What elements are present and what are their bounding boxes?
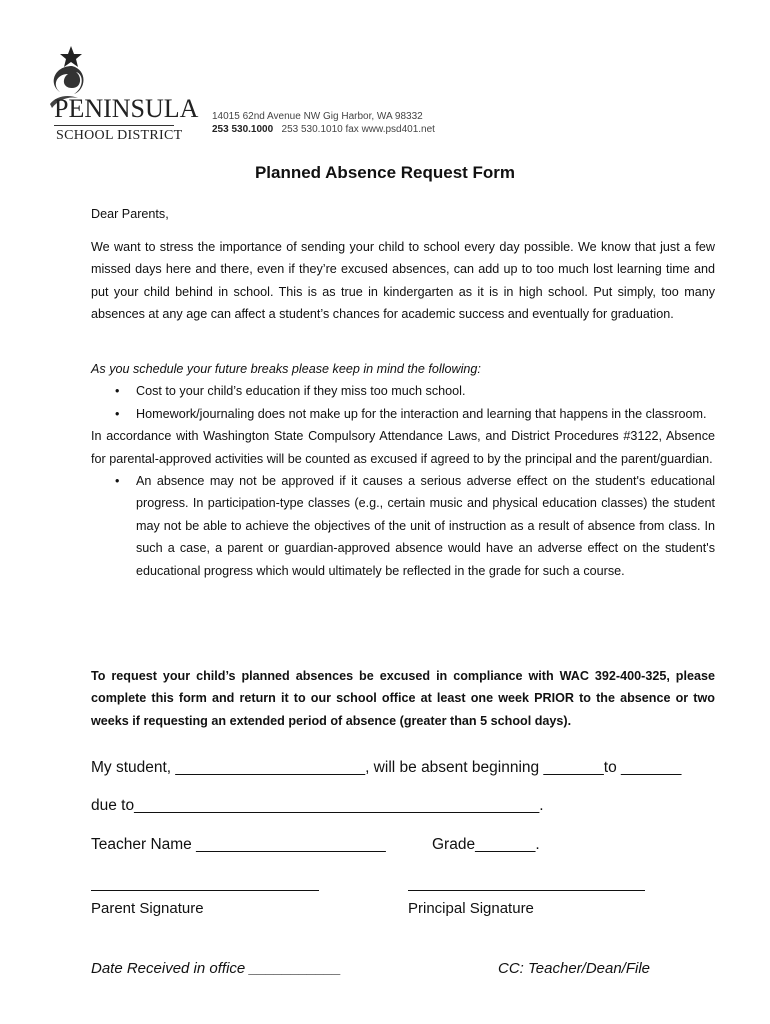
- teacher-name-line[interactable]: Teacher Name ______________________: [91, 836, 386, 853]
- fax-web: 253 530.1010 fax www.psd401.net: [281, 124, 435, 135]
- principal-signature-line[interactable]: [408, 890, 645, 891]
- salutation: Dear Parents,: [91, 207, 169, 221]
- request-instructions: To request your child’s planned absences be excused in compliance with WAC 392-400-325, please complete this form and return it to our school office at least one week PRIOR to the absence or two weeks if requesting an extended period of absence (greater than 5 school days).: [91, 669, 715, 728]
- principal-signature-label: Principal Signature: [408, 900, 534, 917]
- intro-paragraph: We want to stress the importance of sending your child to school every day possible. We know that just a few missed days here and there, even if they’re excused absences, can add up to too much lost learning time and put your child behind in school. This is as true in kindergarten as it is in high school. Put simply, too many absences at any age can affect a student’s chances for academic success and eventually for graduation.: [91, 240, 715, 322]
- cc-note: CC: Teacher/Dean/File: [498, 960, 651, 977]
- student-absence-line[interactable]: My student, ______________________, will be absent beginning _______to _______: [91, 759, 682, 776]
- accordance-paragraph: In accordance with Washington State Compulsory Attendance Laws, and District Procedures #3122, Absence for parental-approved activities will be counted as excused if agreed to by the principal and the parent/guardian.: [91, 429, 715, 466]
- district-address: [212, 110, 435, 136]
- due-to-line[interactable]: due to_______________________________________________.: [91, 797, 544, 814]
- bullet-list-1: [91, 380, 715, 425]
- list-item: • An absence may not be approved if it causes a serious adverse effect on the student's educational progress. In participation-type classes (e.g., certain music and physical education classes) the student may not be able to achieve the objectives of the unit of instruction as a result of absence from class. In such a case, a parent or guardian-approved absence would have an adverse effect on the student's educational progress which would ultimately be reflected in the grade for such a course.: [91, 470, 715, 582]
- district-logo: [40, 44, 199, 154]
- address-line: 14015 62nd Avenue NW Gig Harbor, WA 98332: [212, 111, 423, 122]
- date-received-line[interactable]: Date Received in office ___________: [91, 960, 342, 977]
- grade-line[interactable]: Grade_______.: [432, 836, 540, 853]
- phone-number: 253 530.1000: [212, 124, 274, 135]
- list-item: • Cost to your child’s education if they miss too much school.: [91, 380, 715, 402]
- keep-in-mind-heading: As you schedule your future breaks please keep in mind the following:: [91, 362, 481, 376]
- page-title: Planned Absence Request Form: [254, 163, 516, 182]
- logo-subtitle: SCHOOL DISTRICT: [56, 128, 183, 143]
- list-item: • Homework/journaling does not make up for the interaction and learning that happens in the classroom.: [91, 403, 715, 425]
- guidance-section: [91, 358, 715, 582]
- parent-signature-line[interactable]: [91, 890, 319, 891]
- contact-line: [212, 123, 435, 136]
- bullet-list-2: [91, 470, 715, 582]
- logo-wordmark: PENINSULA: [54, 94, 199, 123]
- parent-signature-label: Parent Signature: [91, 900, 204, 917]
